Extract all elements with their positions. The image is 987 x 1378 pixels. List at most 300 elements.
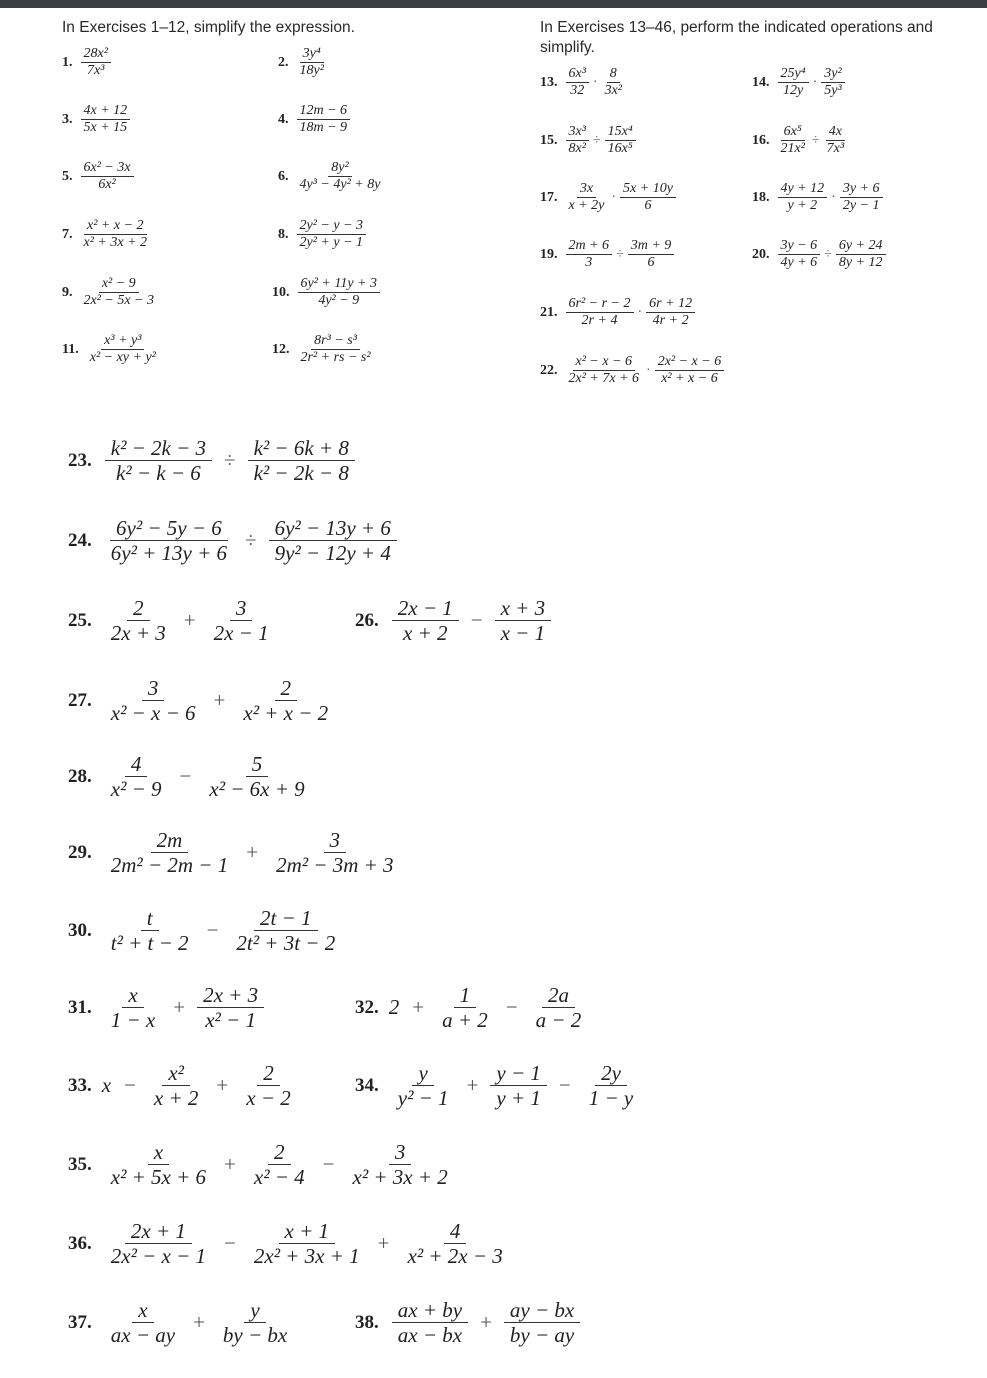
numerator: 6x³ <box>566 66 589 83</box>
numerator: k² − 6k + 8 <box>248 436 355 461</box>
numerator: x <box>122 983 143 1008</box>
operator: · <box>812 74 818 90</box>
exercise-number: 36. <box>68 1232 92 1254</box>
denominator: x² + x − 6 <box>661 371 718 387</box>
fraction <box>248 1219 366 1268</box>
numerator: 2t − 1 <box>254 906 318 931</box>
numerator: 3x³ <box>566 124 589 141</box>
instructions-right-line2: simplify. <box>540 39 595 56</box>
fraction <box>81 276 158 309</box>
numerator: 4x + 12 <box>81 103 131 120</box>
numerator: x <box>132 1298 153 1323</box>
fraction <box>602 66 625 99</box>
exercise-number: 23. <box>68 449 92 471</box>
fraction <box>620 181 676 214</box>
exercise-25 <box>68 596 278 645</box>
denominator: x + 2 <box>403 621 448 646</box>
fraction <box>566 354 643 387</box>
denominator: 4y³ − 4y² + 8y <box>299 177 381 193</box>
exercise-number: 17. <box>540 189 558 205</box>
numerator: x <box>148 1140 169 1165</box>
numerator: 6r + 12 <box>646 296 695 313</box>
exercise-24 <box>68 516 400 565</box>
denominator: 2m² − 3m + 3 <box>276 853 394 878</box>
denominator: 2x² − 5x − 3 <box>83 293 155 309</box>
exercise-number: 35. <box>68 1153 92 1175</box>
numerator: x² − 9 <box>99 276 139 293</box>
fraction <box>655 354 725 387</box>
fraction <box>105 1219 212 1268</box>
denominator: x² − 4 <box>253 1165 305 1190</box>
numerator: ax + by <box>392 1298 468 1323</box>
fraction <box>836 238 886 271</box>
operator: + <box>193 1310 205 1335</box>
exercise-number: 6. <box>278 168 289 184</box>
exercise-18 <box>752 181 884 214</box>
exercise-20 <box>752 238 887 271</box>
numerator: x² − x − 6 <box>573 354 636 371</box>
numerator: y − 1 <box>490 1061 547 1086</box>
operator: · <box>592 74 598 90</box>
fraction <box>566 124 589 157</box>
numerator: 2 <box>257 1061 280 1086</box>
denominator: 4y + 6 <box>780 255 818 271</box>
numerator: 2x − 1 <box>392 596 459 621</box>
operator: · <box>646 362 651 378</box>
exercise-9 <box>62 276 158 309</box>
denominator: 12y <box>782 83 804 99</box>
exercise-number: 30. <box>68 919 92 941</box>
exercise-30 <box>68 906 344 955</box>
exercise-number: 19. <box>540 246 558 262</box>
fraction <box>197 983 264 1032</box>
exercise-38 <box>355 1298 583 1347</box>
exercise-number: 7. <box>62 226 73 242</box>
exercise-15 <box>540 124 637 157</box>
operator: + <box>466 1073 479 1098</box>
exercise-32 <box>355 983 590 1032</box>
numerator: x + 1 <box>279 1219 336 1244</box>
fraction <box>347 1140 454 1189</box>
fraction <box>81 218 151 251</box>
exercise-6 <box>278 160 384 193</box>
exercise-3 <box>62 103 131 136</box>
fraction <box>436 983 494 1032</box>
denominator: 7x³ <box>826 141 845 157</box>
operator: − <box>124 1073 136 1098</box>
exercise-14 <box>752 66 846 99</box>
denominator: y + 2 <box>787 198 818 214</box>
fraction <box>824 124 847 157</box>
exercise-number: 21. <box>540 304 558 320</box>
exercise-number: 25. <box>68 609 92 631</box>
exercise-34 <box>355 1061 642 1110</box>
numerator: 3x <box>577 181 596 198</box>
numerator: 28x² <box>81 46 111 63</box>
operator: + <box>224 1152 236 1177</box>
numerator: 4x <box>826 124 845 141</box>
operator: ÷ <box>811 132 820 148</box>
denominator: x² + x − 2 <box>243 701 329 726</box>
numerator: 2y <box>595 1061 627 1086</box>
numerator: y <box>244 1298 265 1323</box>
fraction <box>605 124 636 157</box>
denominator: k² − 2k − 8 <box>253 461 349 486</box>
exercise-number: 3. <box>62 111 73 127</box>
operator: + <box>377 1231 390 1256</box>
operator: − <box>470 608 483 633</box>
numerator: 6r² − r − 2 <box>566 296 634 313</box>
exercise-16 <box>752 124 848 157</box>
exercise-2 <box>278 46 328 79</box>
denominator: 7x³ <box>87 63 105 79</box>
numerator: 2a <box>542 983 575 1008</box>
numerator: 2m <box>151 828 189 853</box>
exercise-number: 2. <box>278 54 289 70</box>
denominator: 2x² − x − 1 <box>110 1244 207 1269</box>
denominator: 2x² + 3x + 1 <box>253 1244 360 1269</box>
operator: · <box>611 189 617 205</box>
denominator: k² − k − 6 <box>116 461 201 486</box>
operator: + <box>213 688 226 713</box>
exercise-number: 22. <box>540 362 558 378</box>
denominator: 5y³ <box>824 83 842 99</box>
denominator: by − ay <box>509 1323 575 1348</box>
fraction <box>490 1061 547 1110</box>
operator: − <box>179 764 192 789</box>
leading-term: 2 <box>388 995 400 1020</box>
denominator: 1 − x <box>110 1008 156 1033</box>
numerator: 3y − 6 <box>778 238 821 255</box>
denominator: 6y² + 13y + 6 <box>110 541 228 566</box>
numerator: 1 <box>454 983 477 1008</box>
operator: ÷ <box>824 246 832 262</box>
numerator: 2 <box>275 676 298 701</box>
fraction <box>148 1061 205 1110</box>
fraction <box>217 1298 293 1347</box>
fraction <box>504 1298 580 1347</box>
denominator: 2x² + 7x + 6 <box>568 371 640 387</box>
operator: − <box>558 1073 571 1098</box>
operator: − <box>322 1152 335 1177</box>
exercise-number: 8. <box>278 226 289 242</box>
numerator: 3 <box>230 596 253 621</box>
denominator: 2r² + rs − s² <box>300 350 371 366</box>
fraction <box>81 103 131 136</box>
numerator: 5x + 10y <box>620 181 676 198</box>
fraction <box>208 596 275 645</box>
exercise-19 <box>540 238 675 271</box>
fraction <box>105 906 195 955</box>
fraction <box>298 276 380 309</box>
fraction <box>392 1298 468 1347</box>
operator: + <box>412 995 425 1020</box>
exercise-number: 34. <box>355 1074 379 1096</box>
fraction <box>778 124 808 157</box>
exercise-number: 37. <box>68 1311 92 1333</box>
numerator: x² + x − 2 <box>84 218 147 235</box>
exercise-11 <box>62 333 160 366</box>
numerator: 8r³ − s³ <box>311 333 360 350</box>
exercise-21 <box>540 296 696 329</box>
exercise-23 <box>68 436 358 485</box>
fraction <box>203 752 310 801</box>
denominator: ax − bx <box>397 1323 463 1348</box>
operator: ÷ <box>224 448 236 473</box>
denominator: 9y² − 12y + 4 <box>274 541 391 566</box>
denominator: 4y² − 9 <box>318 293 360 309</box>
operator: + <box>246 840 259 865</box>
numerator: x² <box>162 1061 190 1086</box>
denominator: 1 − y <box>588 1086 634 1111</box>
operator: + <box>183 608 196 633</box>
denominator: x + 2y <box>568 198 605 214</box>
numerator: 2 <box>127 596 150 621</box>
numerator: 2y² − y − 3 <box>297 218 367 235</box>
fraction <box>566 296 634 329</box>
numerator: 5 <box>246 752 269 777</box>
fraction <box>778 66 809 99</box>
denominator: 21x² <box>780 141 805 157</box>
exercise-37 <box>68 1298 296 1347</box>
denominator: x − 1 <box>500 621 546 646</box>
numerator: 2x² − x − 6 <box>655 354 725 371</box>
numerator: 6y² − 5y − 6 <box>110 516 228 541</box>
denominator: x² + 2x − 3 <box>407 1244 503 1269</box>
denominator: x² − xy + y² <box>89 350 156 366</box>
instructions-right <box>540 18 933 58</box>
fraction <box>105 436 212 485</box>
denominator: y + 1 <box>496 1086 541 1111</box>
exercise-31 <box>68 983 267 1032</box>
numerator: 3y⁴ <box>300 46 324 63</box>
exercise-number: 4. <box>278 111 289 127</box>
exercise-number: 18. <box>752 189 770 205</box>
denominator: ax − ay <box>110 1323 176 1348</box>
fraction <box>297 160 384 193</box>
exercise-number: 20. <box>752 246 770 262</box>
denominator: 2m² − 2m − 1 <box>110 853 229 878</box>
exercise-number: 27. <box>68 689 92 711</box>
top-bar <box>0 0 987 8</box>
fraction <box>105 516 233 565</box>
denominator: a + 2 <box>442 1008 488 1033</box>
exercise-number: 38. <box>355 1311 379 1333</box>
fraction <box>105 828 234 877</box>
exercise-number: 29. <box>68 841 92 863</box>
numerator: 8 <box>607 66 620 83</box>
fraction <box>392 1061 455 1110</box>
denominator: x² − 6x + 9 <box>209 777 305 802</box>
denominator: 4r + 2 <box>652 313 689 329</box>
numerator: 6y + 24 <box>836 238 886 255</box>
numerator: 8y² <box>328 160 351 177</box>
fraction <box>81 46 111 79</box>
numerator: t <box>141 906 159 931</box>
denominator: x² − 1 <box>205 1008 256 1033</box>
exercise-26 <box>355 596 554 645</box>
fraction <box>297 103 351 136</box>
exercise-number: 1. <box>62 54 73 70</box>
fraction <box>105 752 168 801</box>
fraction <box>628 238 675 271</box>
numerator: 3 <box>324 828 347 853</box>
fraction <box>778 181 828 214</box>
exercise-number: 16. <box>752 132 770 148</box>
exercise-29 <box>68 828 403 877</box>
operator: · <box>831 189 836 205</box>
exercise-7 <box>62 218 151 251</box>
exercise-number: 26. <box>355 609 379 631</box>
numerator: x + 3 <box>495 596 552 621</box>
instructions-left: In Exercises 1–12, simplify the expression. <box>62 19 355 36</box>
denominator: 6 <box>647 255 655 271</box>
fraction <box>230 906 341 955</box>
denominator: 2x − 1 <box>213 621 269 646</box>
denominator: x² + 3x + 2 <box>352 1165 448 1190</box>
operator: + <box>173 995 186 1020</box>
numerator: 2m + 6 <box>566 238 613 255</box>
operator: + <box>480 1310 492 1335</box>
denominator: a − 2 <box>535 1008 582 1033</box>
fraction <box>105 596 172 645</box>
operator: · <box>637 304 643 320</box>
exercise-33 <box>68 1061 300 1110</box>
fraction <box>270 828 399 877</box>
exercise-12 <box>272 333 375 366</box>
numerator: 15x⁴ <box>605 124 636 141</box>
fraction <box>646 296 695 329</box>
exercise-13 <box>540 66 626 99</box>
fraction <box>105 1298 181 1347</box>
numerator: 2 <box>268 1140 291 1165</box>
fraction <box>248 1140 311 1189</box>
numerator: 3 <box>389 1140 412 1165</box>
exercise-28 <box>68 752 314 801</box>
exercise-5 <box>62 160 135 193</box>
exercise-number: 32. <box>355 996 379 1018</box>
exercise-22 <box>540 354 725 387</box>
denominator: 18m − 9 <box>299 120 348 136</box>
numerator: 3m + 9 <box>628 238 675 255</box>
exercise-4 <box>278 103 351 136</box>
fraction <box>566 181 608 214</box>
numerator: 6y² + 11y + 3 <box>298 276 380 293</box>
exercise-8 <box>278 218 367 251</box>
denominator: 2r + 4 <box>581 313 618 329</box>
fraction <box>530 983 588 1032</box>
fraction <box>87 333 159 366</box>
numerator: 12m − 6 <box>297 103 351 120</box>
operator: + <box>216 1073 229 1098</box>
fraction <box>566 238 613 271</box>
denominator: x² + 3x + 2 <box>83 235 148 251</box>
operator: ÷ <box>245 528 257 553</box>
fraction <box>105 676 202 725</box>
operator: − <box>206 918 219 943</box>
denominator: 2t² + 3t − 2 <box>236 931 336 956</box>
fraction <box>248 436 355 485</box>
operator: ÷ <box>616 246 624 262</box>
exercise-number: 9. <box>62 284 73 300</box>
exercise-number: 33. <box>68 1074 92 1096</box>
numerator: 6y² − 13y + 6 <box>269 516 397 541</box>
denominator: 6x² <box>98 177 116 193</box>
exercise-number: 13. <box>540 74 558 90</box>
exercise-36 <box>68 1219 512 1268</box>
exercise-number: 15. <box>540 132 558 148</box>
numerator: 6x² − 3x <box>81 160 134 177</box>
denominator: 18y² <box>299 63 324 79</box>
fraction <box>298 333 374 366</box>
operator: − <box>505 995 518 1020</box>
exercise-1 <box>62 46 112 79</box>
fraction <box>402 1219 509 1268</box>
denominator: by − bx <box>222 1323 288 1348</box>
denominator: y² − 1 <box>397 1086 449 1111</box>
denominator: 3 <box>585 255 593 271</box>
fraction <box>392 596 459 645</box>
denominator: 2y − 1 <box>842 198 880 214</box>
exercise-27 <box>68 676 337 725</box>
denominator: x² − x − 6 <box>110 701 196 726</box>
operator: ÷ <box>592 132 601 148</box>
denominator: 3x² <box>604 83 623 99</box>
exercise-35 <box>68 1140 457 1189</box>
fraction <box>269 516 397 565</box>
denominator: 8x² <box>568 141 586 157</box>
numerator: 4y + 12 <box>778 181 828 198</box>
numerator: 2x + 3 <box>197 983 264 1008</box>
fraction <box>778 238 821 271</box>
exercise-number: 24. <box>68 529 92 551</box>
denominator: 6 <box>644 198 652 214</box>
denominator: 2x + 3 <box>110 621 166 646</box>
denominator: 8y + 12 <box>838 255 883 271</box>
fraction <box>105 1140 212 1189</box>
numerator: 2x + 1 <box>125 1219 192 1244</box>
fraction <box>81 160 134 193</box>
denominator: 5x + 15 <box>83 120 128 136</box>
numerator: 3 <box>142 676 165 701</box>
fraction <box>105 983 162 1032</box>
denominator: 32 <box>570 83 585 99</box>
numerator: ay − bx <box>504 1298 580 1323</box>
numerator: 6x⁵ <box>781 124 805 141</box>
exercise-17 <box>540 181 677 214</box>
fraction <box>566 66 589 99</box>
numerator: k² − 2k − 3 <box>105 436 212 461</box>
denominator: 2y² + y − 1 <box>299 235 364 251</box>
numerator: 25y⁴ <box>778 66 809 83</box>
exercise-number: 5. <box>62 168 73 184</box>
leading-term: x <box>101 1073 112 1098</box>
denominator: 16x⁵ <box>607 141 633 157</box>
exercise-number: 14. <box>752 74 770 90</box>
fraction <box>821 66 844 99</box>
numerator: 3y + 6 <box>840 181 883 198</box>
fraction <box>297 46 327 79</box>
exercise-number: 10. <box>272 284 290 300</box>
fraction <box>840 181 883 214</box>
instructions-right-line1: In Exercises 13–46, perform the indicated operations and <box>540 19 933 36</box>
numerator: y <box>412 1061 433 1086</box>
denominator: t² + t − 2 <box>110 931 189 956</box>
fraction <box>237 676 334 725</box>
fraction <box>495 596 552 645</box>
operator: − <box>224 1231 236 1256</box>
numerator: x³ + y³ <box>101 333 144 350</box>
